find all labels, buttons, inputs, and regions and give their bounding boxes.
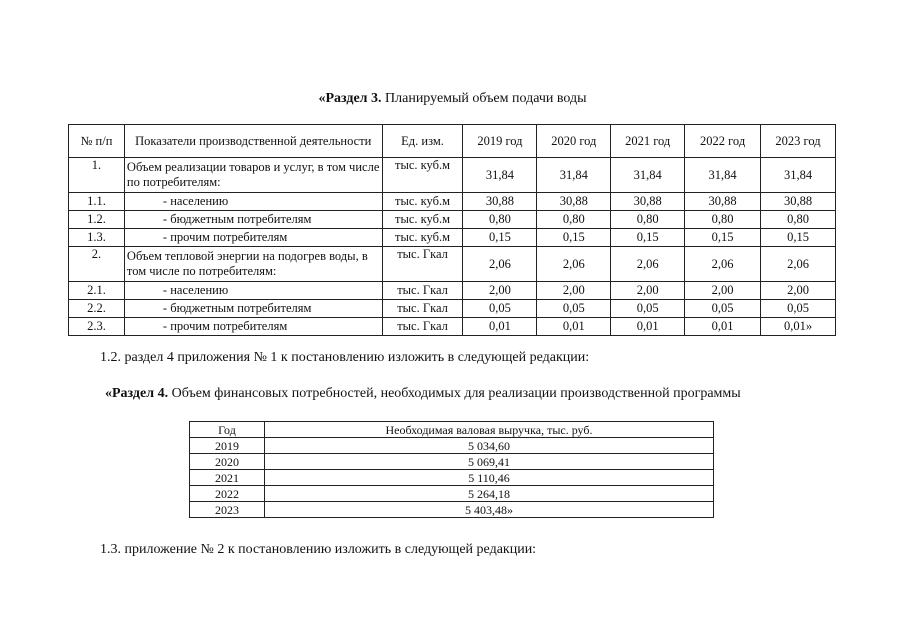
- table-cell: 0,80: [463, 211, 537, 229]
- table-cell: 0,05: [761, 300, 836, 318]
- table-cell: 0,15: [537, 229, 611, 247]
- table-cell: 2023: [190, 502, 265, 518]
- table-cell: - населению: [124, 282, 382, 300]
- table-cell: 0,01: [463, 318, 537, 336]
- table-cell: 0,80: [611, 211, 685, 229]
- table-cell: - бюджетным потребителям: [124, 300, 382, 318]
- table-cell: 0,15: [463, 229, 537, 247]
- table-cell: 2.2.: [69, 300, 125, 318]
- table-cell: 5 110,46: [265, 470, 714, 486]
- table-cell: 0,80: [685, 211, 761, 229]
- table-cell: 0,15: [761, 229, 836, 247]
- table-cell: 0,15: [611, 229, 685, 247]
- table-cell: - прочим потребителям: [124, 229, 382, 247]
- table-cell: - прочим потребителям: [124, 318, 382, 336]
- section3-heading-label: «Раздел 3.: [318, 91, 382, 106]
- table-cell: тыс. куб.м: [382, 158, 463, 193]
- column-header: Год: [190, 422, 265, 438]
- table-cell: 0,80: [537, 211, 611, 229]
- table-cell: 2.1.: [69, 282, 125, 300]
- table-cell: 0,05: [537, 300, 611, 318]
- table-cell: 2,06: [463, 247, 537, 282]
- table-row: [190, 470, 714, 486]
- section4-heading-text: Объем финансовых потребностей, необходимых для реализации производственной программы: [168, 386, 741, 401]
- table-row: [69, 193, 836, 211]
- table-cell: 0,01»: [761, 318, 836, 336]
- table-cell: 2,00: [761, 282, 836, 300]
- table-cell: 0,80: [761, 211, 836, 229]
- table-cell: 2.: [69, 247, 125, 282]
- table-row: [190, 438, 714, 454]
- table-cell: 0,05: [463, 300, 537, 318]
- table-cell: тыс. куб.м: [382, 229, 463, 247]
- table-row: [69, 247, 836, 282]
- column-header: 2023 год: [761, 125, 836, 158]
- table-cell: 1.1.: [69, 193, 125, 211]
- table-cell: - бюджетным потребителям: [124, 211, 382, 229]
- table-cell: 30,88: [761, 193, 836, 211]
- table-cell: 2,00: [611, 282, 685, 300]
- table-cell: Объем тепловой энергии на подогрев воды, в том числе по потребителям:: [124, 247, 382, 282]
- column-header: 2021 год: [611, 125, 685, 158]
- column-header: Показатели производственной деятельности: [124, 125, 382, 158]
- revenue-table-body: [190, 438, 714, 518]
- table-row: [69, 211, 836, 229]
- table-row: [69, 158, 836, 193]
- table-cell: 30,88: [611, 193, 685, 211]
- table-cell: 2,06: [685, 247, 761, 282]
- table-cell: тыс. Гкал: [382, 247, 463, 282]
- table-row: [69, 282, 836, 300]
- table-row: [190, 454, 714, 470]
- column-header: Необходимая валовая выручка, тыс. руб.: [265, 422, 714, 438]
- table-cell: 30,88: [685, 193, 761, 211]
- section4-heading: [105, 386, 741, 402]
- water-supply-table-body: [69, 158, 836, 336]
- table-cell: - населению: [124, 193, 382, 211]
- table-cell: тыс. Гкал: [382, 282, 463, 300]
- table-cell: 31,84: [685, 158, 761, 193]
- table-cell: 0,01: [537, 318, 611, 336]
- table-cell: 31,84: [611, 158, 685, 193]
- table-cell: 2,00: [463, 282, 537, 300]
- table-cell: 0,01: [685, 318, 761, 336]
- table-cell: 1.2.: [69, 211, 125, 229]
- revenue-table: [189, 421, 714, 518]
- table-row: [69, 300, 836, 318]
- column-header: 2022 год: [685, 125, 761, 158]
- water-supply-table: [68, 124, 836, 336]
- section4-heading-label: «Раздел 4.: [105, 386, 169, 401]
- table-cell: 2022: [190, 486, 265, 502]
- table-row: [190, 486, 714, 502]
- table-cell: 31,84: [761, 158, 836, 193]
- table-cell: 0,01: [611, 318, 685, 336]
- water-supply-header-row: [69, 125, 836, 158]
- column-header: 2019 год: [463, 125, 537, 158]
- table-cell: 0,05: [685, 300, 761, 318]
- revenue-header-row: [190, 422, 714, 438]
- table-cell: 30,88: [537, 193, 611, 211]
- table-cell: 1.: [69, 158, 125, 193]
- table-cell: 30,88: [463, 193, 537, 211]
- table-cell: 2020: [190, 454, 265, 470]
- table-row: [190, 502, 714, 518]
- table-cell: 1.3.: [69, 229, 125, 247]
- table-cell: 0,05: [611, 300, 685, 318]
- table-row: [69, 229, 836, 247]
- column-header: Ед. изм.: [382, 125, 463, 158]
- table-cell: тыс. куб.м: [382, 193, 463, 211]
- table-cell: 2,06: [761, 247, 836, 282]
- column-header: 2020 год: [537, 125, 611, 158]
- table-cell: 2021: [190, 470, 265, 486]
- table-cell: 2.3.: [69, 318, 125, 336]
- table-cell: 2,06: [537, 247, 611, 282]
- table-cell: 31,84: [463, 158, 537, 193]
- table-cell: 2,00: [537, 282, 611, 300]
- table-cell: 5 069,41: [265, 454, 714, 470]
- table-cell: 5 264,18: [265, 486, 714, 502]
- table-cell: тыс. куб.м: [382, 211, 463, 229]
- table-cell: 2,06: [611, 247, 685, 282]
- table-cell: 2,00: [685, 282, 761, 300]
- table-cell: 0,15: [685, 229, 761, 247]
- paragraph-1-3: 1.3. приложение № 2 к постановлению изложить в следующей редакции:: [100, 542, 537, 557]
- table-cell: тыс. Гкал: [382, 300, 463, 318]
- column-header: № п/п: [69, 125, 125, 158]
- section3-heading-text: Планируемый объем подачи воды: [381, 91, 587, 106]
- paragraph-1-2: 1.2. раздел 4 приложения № 1 к постановлению изложить в следующей редакции:: [100, 350, 590, 365]
- table-cell: 2019: [190, 438, 265, 454]
- table-cell: Объем реализации товаров и услуг, в том числе по потребителям:: [124, 158, 382, 193]
- section3-heading: [0, 91, 905, 107]
- table-cell: 5 034,60: [265, 438, 714, 454]
- table-cell: 31,84: [537, 158, 611, 193]
- table-row: [69, 318, 836, 336]
- table-cell: 5 403,48»: [265, 502, 714, 518]
- table-cell: тыс. Гкал: [382, 318, 463, 336]
